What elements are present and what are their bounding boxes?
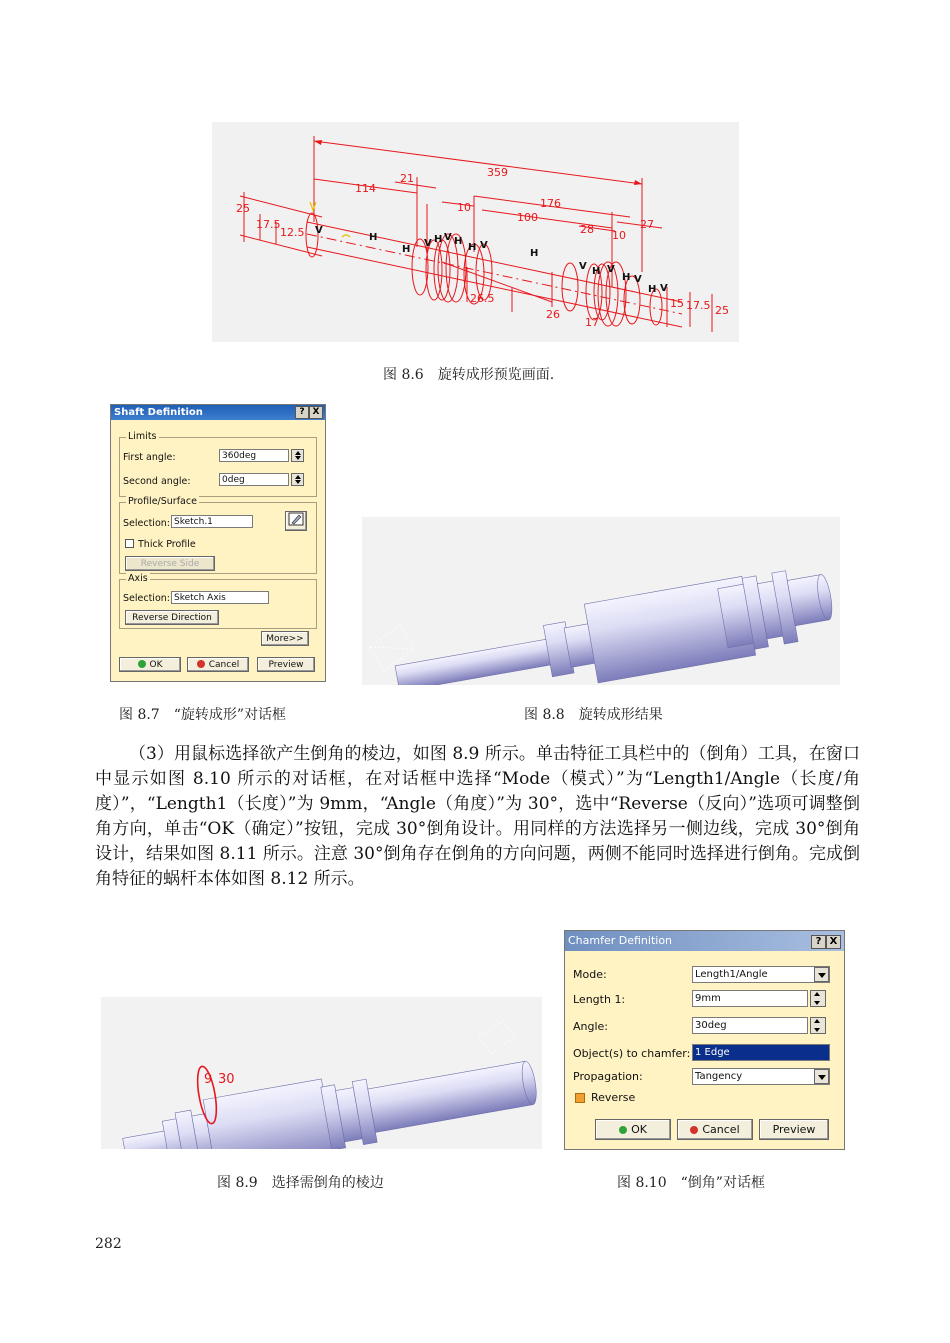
figure-8-8-shaft-result [362, 517, 840, 685]
figure-8-10-caption: 图 8.10 “倒角”对话框 [617, 1175, 765, 1191]
dialog-title: Shaft Definition [114, 407, 203, 418]
dim-26-5: 26.5 [470, 292, 495, 305]
second-angle-label: Second angle: [123, 476, 191, 487]
constraint-v: V [315, 225, 323, 236]
length-spinner[interactable] [810, 990, 826, 1007]
close-button[interactable]: X [826, 935, 841, 949]
constraint-h: H [468, 242, 477, 253]
constraint-h: H [402, 244, 411, 255]
thick-profile-checkbox[interactable] [125, 539, 134, 548]
dim-10b: 10 [612, 229, 626, 242]
constraint-h: H [434, 234, 443, 245]
dialog-title: Chamfer Definition [568, 934, 673, 947]
figure-8-8-caption: 图 8.8 旋转成形结果 [524, 707, 663, 723]
mode-label: Mode: [573, 968, 607, 981]
constraint-h: H [648, 284, 657, 295]
shaft-edge-render [101, 997, 542, 1149]
more-button[interactable]: More>> [261, 631, 309, 646]
angle-field[interactable]: 30deg [692, 1017, 808, 1034]
chamfer-angle-label: 30 [218, 1072, 235, 1087]
second-angle-field[interactable]: 0deg [219, 473, 289, 486]
dim-25-right: 25 [715, 304, 729, 317]
profile-selection-label: Selection: [123, 518, 170, 529]
second-angle-spinner[interactable] [291, 473, 304, 486]
limits-group-label: Limits [128, 431, 157, 442]
first-angle-spinner[interactable] [291, 449, 304, 462]
dim-21: 21 [400, 172, 414, 185]
dim-25-left: 25 [236, 202, 250, 215]
dim-28: 28 [580, 223, 594, 236]
ok-icon [619, 1126, 627, 1134]
length-field[interactable]: 9mm [692, 990, 808, 1007]
angle-label: Angle: [573, 1020, 609, 1033]
constraint-h: H [530, 248, 539, 259]
constraint-v: V [444, 232, 452, 243]
dialog-titlebar[interactable] [111, 405, 325, 420]
objects-to-chamfer-field[interactable]: 1 Edge [692, 1044, 830, 1061]
reverse-checkbox[interactable] [575, 1093, 585, 1103]
dim-26: 26 [546, 308, 560, 321]
ok-button[interactable]: OK [595, 1119, 671, 1140]
dim-100: 100 [517, 211, 538, 224]
figure-8-6-caption: 图 8.6 旋转成形预览画面. [383, 367, 555, 383]
constraint-v: V [480, 240, 488, 251]
sketcher-icon[interactable] [285, 511, 307, 531]
dialog-titlebar[interactable] [565, 931, 844, 951]
chevron-down-icon[interactable] [814, 967, 829, 982]
preview-button[interactable]: Preview [257, 657, 315, 672]
profile-surface-group-label: Profile/Surface [128, 496, 197, 507]
dim-17-5-right: 17.5 [686, 299, 711, 312]
axis-group-label: Axis [128, 573, 148, 584]
preview-button[interactable]: Preview [759, 1119, 829, 1140]
figure-8-6-sketch-preview [212, 122, 739, 342]
reverse-direction-button[interactable]: Reverse Direction [125, 610, 219, 625]
chamfer-definition-dialog [564, 930, 845, 1150]
dim-176: 176 [540, 197, 561, 210]
paragraph-text: （3）用鼠标选择欲产生倒角的棱边，如图 8.9 所示。单击特征工具栏中的（倒角）工具，在窗口中显示如图 8.10 所示的对话框，在对话框中选择“Mode（模式）”为“Length1/Angle（长度/角度）”，“Length1（长度）”为 9mm，“Angle（角度）”为 30°，选中“Reverse（反向）”选项可调整倒角方向，单击“OK（确定）”按钮，完成 30°倒角设计。用同样的方法选择另一侧边线，完成 30°倒角设计，结果如图 8.11 所示。注意 30°倒角存在倒角的方向问题，两侧不能同时选择进行倒角。完成倒角特征的蜗杆本体如图 8.12 所示。 [95, 744, 860, 889]
propagation-select[interactable]: Tangency [692, 1068, 830, 1085]
length-label: Length 1: [573, 993, 626, 1006]
dim-114: 114 [355, 182, 376, 195]
reverse-side-button[interactable]: Reverse Side [125, 556, 215, 571]
constraint-v: V [579, 261, 587, 272]
chamfer-length-label: 9 [204, 1072, 213, 1087]
propagation-label: Propagation: [573, 1070, 643, 1083]
constraint-v: V [634, 274, 642, 285]
help-button[interactable]: ? [295, 406, 309, 419]
objects-to-chamfer-label: Object(s) to chamfer: [573, 1047, 691, 1060]
angle-spinner[interactable] [810, 1017, 826, 1034]
first-angle-label: First angle: [123, 452, 176, 463]
figure-8-7-caption: 图 8.7 “旋转成形”对话框 [119, 707, 287, 723]
shaft-definition-dialog [110, 404, 326, 682]
cancel-button[interactable]: Cancel [677, 1119, 753, 1140]
constraint-v: V [660, 283, 668, 294]
body-paragraph [95, 742, 860, 892]
constraint-h: H [592, 266, 601, 277]
thick-profile-label: Thick Profile [138, 539, 196, 550]
mode-select[interactable]: Length1/Angle [692, 966, 830, 983]
shaft-render [362, 517, 840, 685]
cancel-icon [690, 1126, 698, 1134]
dim-27: 27 [640, 218, 654, 231]
dim-12-5: 12.5 [280, 226, 305, 239]
figure-8-9-caption: 图 8.9 选择需倒角的棱边 [217, 1175, 384, 1191]
axis-selection-field[interactable]: Sketch Axis [171, 591, 269, 604]
dim-17-5-left: 17.5 [256, 218, 281, 231]
dim-359: 359 [487, 166, 508, 179]
constraint-h: H [369, 232, 378, 243]
help-button[interactable]: ? [811, 935, 826, 949]
ok-icon [138, 660, 146, 668]
constraint-h: H [454, 236, 463, 247]
dim-15: 15 [670, 297, 684, 310]
axis-selection-label: Selection: [123, 593, 170, 604]
dim-17: 17 [585, 316, 599, 329]
constraint-v: V [607, 264, 615, 275]
figure-8-9-edge-selection [101, 997, 542, 1149]
cancel-icon [197, 660, 205, 668]
constraint-v: V [424, 238, 432, 249]
first-angle-field[interactable]: 360deg [219, 449, 289, 462]
reverse-label: Reverse [591, 1091, 636, 1104]
close-button[interactable]: X [309, 406, 323, 419]
sketch-drawing [212, 122, 739, 342]
dim-10: 10 [457, 201, 471, 214]
ok-button[interactable]: OK [119, 657, 181, 672]
profile-selection-field[interactable]: Sketch.1 [171, 515, 253, 528]
page-number: 282 [95, 1236, 122, 1252]
cancel-button[interactable]: Cancel [187, 657, 249, 672]
constraint-h: H [622, 272, 631, 283]
limits-group [119, 431, 317, 497]
chevron-down-icon[interactable] [814, 1069, 829, 1084]
